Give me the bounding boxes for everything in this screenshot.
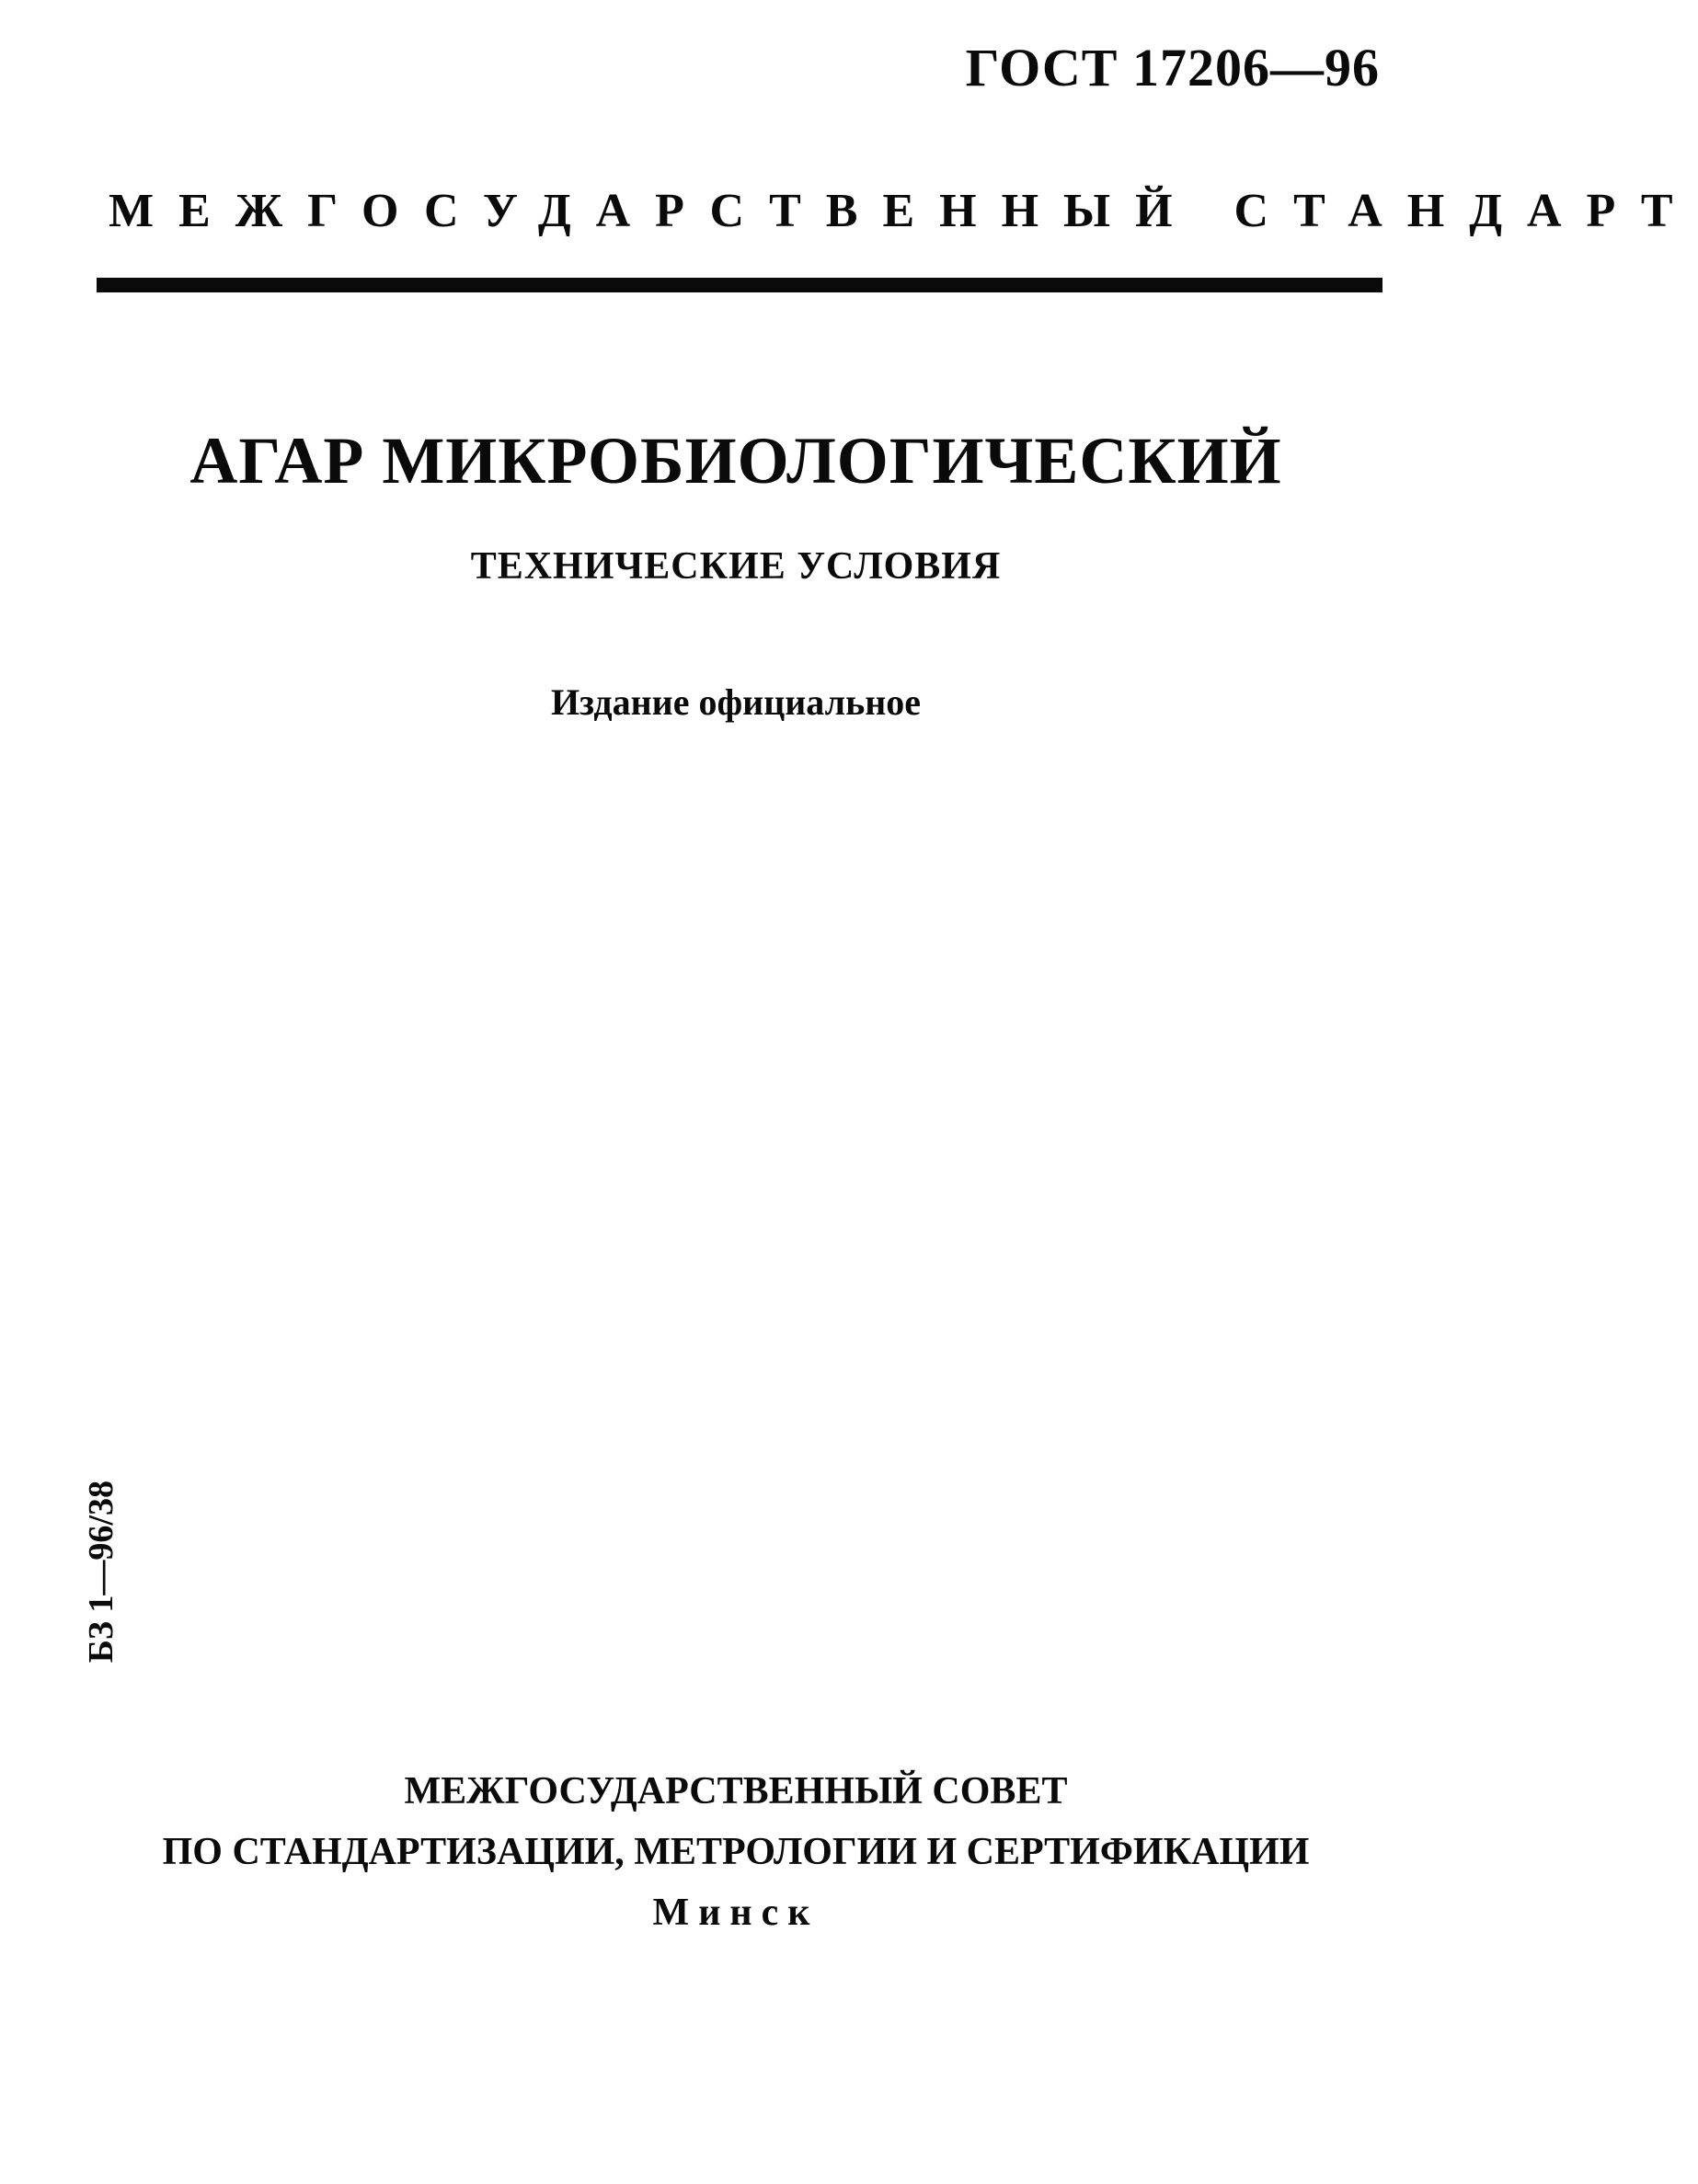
publisher-block (0, 1761, 1472, 1943)
document-code: ГОСТ 17206—96 (965, 38, 1380, 97)
document-title: АГАР МИКРОБИОЛОГИЧЕСКИЙ (189, 424, 1282, 497)
publisher-city: Минск (652, 1892, 820, 1934)
header-rule (97, 278, 1382, 292)
publisher-line-2: ПО СТАНДАРТИЗАЦИИ, МЕТРОЛОГИИ И СЕРТИФИКАЦИИ (162, 1831, 1310, 1873)
edition-note: Издание официальное (550, 681, 922, 723)
catalog-code: БЗ 1—96/38 (82, 1481, 120, 1664)
standard-type-heading: МЕЖГОСУДАРСТВЕННЫЙ СТАНДАРТ (109, 185, 1698, 237)
document-subtitle: ТЕХНИЧЕСКИЕ УСЛОВИЯ (470, 545, 1002, 588)
publisher-line-1: МЕЖГОСУДАРСТВЕННЫЙ СОВЕТ (404, 1770, 1068, 1812)
